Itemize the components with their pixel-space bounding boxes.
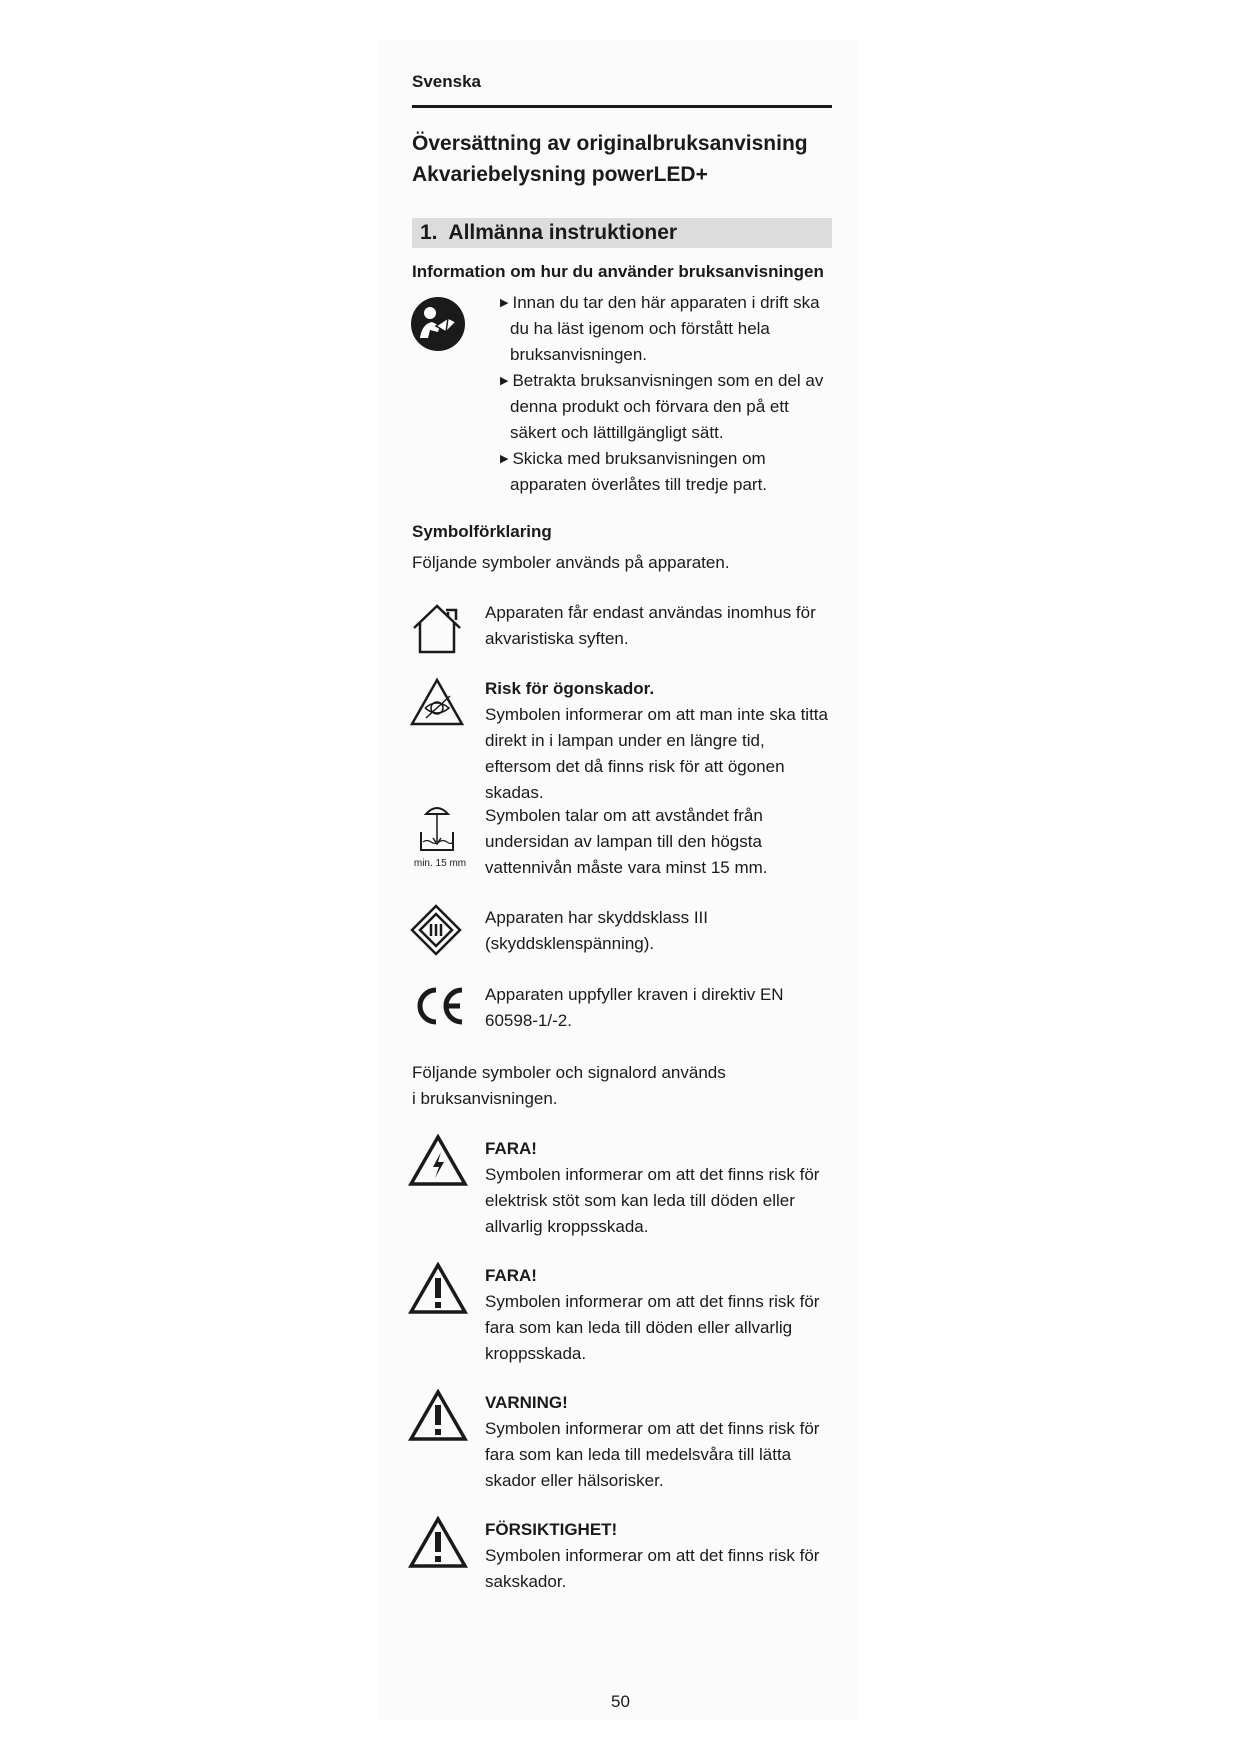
- electric-hazard-icon: [408, 1134, 468, 1188]
- signal-title: FÖRSIKTIGHET!: [485, 1520, 618, 1539]
- page-number: 50: [611, 1692, 630, 1711]
- signal-item: FARA! Symbolen informerar om att det finns risk för elektrisk stöt som kan leda till döden eller allvarlig kroppsskada.: [485, 1136, 835, 1240]
- warning-exclamation-icon: [408, 1262, 468, 1316]
- signal-title: FARA!: [485, 1139, 537, 1158]
- usage-heading: Information om hur du använder bruksanvisningen: [412, 262, 824, 281]
- signal-title: FARA!: [485, 1266, 537, 1285]
- title-line-1: Översättning av originalbruksanvisning: [412, 132, 808, 155]
- symbol-item: Risk för ögonskador. Symbolen informerar om att man inte ska titta direkt in i lampan under en längre tid, eftersom det då finns risk för att ögonen skadas.: [485, 676, 835, 806]
- list-item: ▶ Betrakta bruksanvisningen som en del av denna produkt och förvara den på ett säkert och lättillgängligt sätt.: [500, 371, 824, 442]
- signal-item: FÖRSIKTIGHET! Symbolen informerar om att det finns risk för sakskador.: [485, 1517, 835, 1595]
- page-title: [412, 128, 832, 190]
- warning-exclamation-icon: [408, 1516, 468, 1570]
- symbol-item: Apparaten har skyddsklass III (skyddsklenspänning).: [485, 908, 709, 953]
- eye-risk-icon: [408, 676, 466, 730]
- signal-item: VARNING! Symbolen informerar om att det finns risk för fara som kan leda till medelsvåra till lätta skador eller hälsorisker.: [485, 1390, 835, 1494]
- symbol-item: Apparaten uppfyller kraven i direktiv EN 60598-1/-2.: [485, 985, 784, 1030]
- water-distance-caption: min. 15 mm: [413, 858, 467, 869]
- list-item: ▶ Innan du tar den här apparaten i drift ska du ha läst igenom och förstått hela bruksanvisningen.: [500, 293, 820, 364]
- symbols-heading: Symbolförklaring: [412, 522, 552, 541]
- symbols-intro: Följande symboler används på apparaten.: [412, 553, 730, 572]
- water-distance-icon: [418, 802, 456, 852]
- warning-exclamation-icon: [408, 1389, 468, 1443]
- section-number: 1.: [420, 221, 438, 244]
- header-rule: [412, 105, 832, 108]
- symbol-item: Apparaten får endast användas inomhus för akvaristiska syften.: [485, 603, 816, 648]
- indoor-house-icon: [408, 600, 466, 656]
- signal-item: FARA! Symbolen informerar om att det finns risk för fara som kan leda till döden eller allvarlig kroppsskada.: [485, 1263, 835, 1367]
- section-label: Allmänna instruktioner: [448, 221, 678, 244]
- signal-title: VARNING!: [485, 1393, 568, 1412]
- read-manual-icon: [410, 296, 466, 352]
- protection-class-iii-icon: [410, 904, 462, 956]
- symbol-item: Symbolen talar om att avståndet från undersidan av lampan till den högsta vattennivån måste vara minst 15 mm.: [485, 806, 768, 877]
- signals-intro: Följande symboler och signalord används i bruksanvisningen.: [412, 1063, 726, 1108]
- usage-bullets: [500, 290, 832, 498]
- language-label: Svenska: [412, 72, 481, 91]
- list-item: ▶ Skicka med bruksanvisningen om apparaten överlåtes till tredje part.: [500, 449, 768, 494]
- title-line-2: Akvariebelysning powerLED+: [412, 163, 708, 186]
- symbol-title: Risk för ögonskador.: [485, 679, 655, 698]
- ce-mark-icon: [412, 984, 468, 1028]
- section-heading: [412, 218, 832, 248]
